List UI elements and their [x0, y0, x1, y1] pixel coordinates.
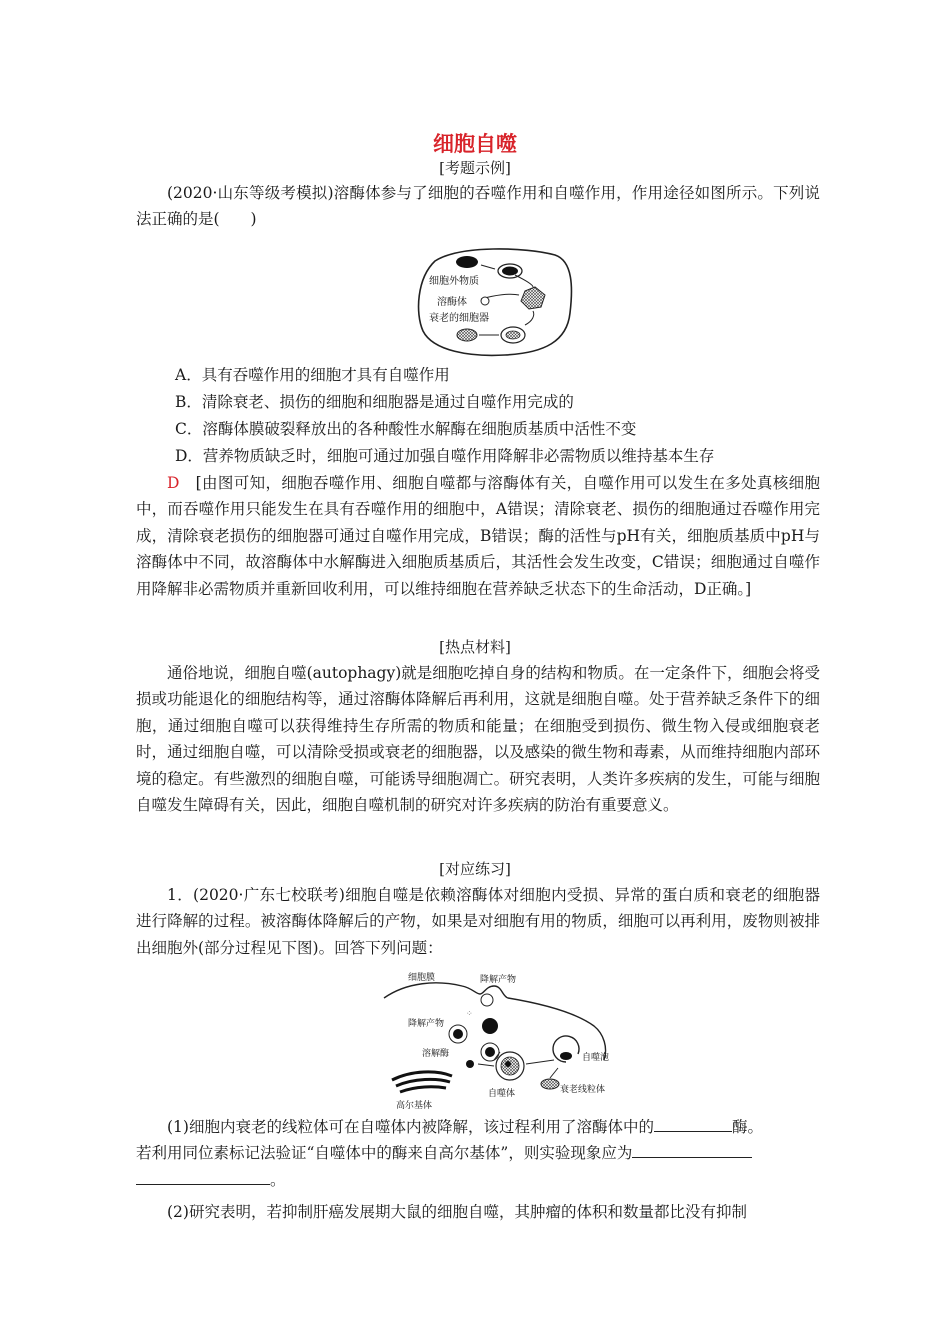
- autophagy-process-figure: [382, 968, 632, 1110]
- practice-subquestion-1: [136, 1114, 820, 1193]
- practice-subquestion-2: (2)研究表明，若抑制肝癌发展期大鼠的细胞自噬，其肿瘤的体积和数量都比没有抑制: [167, 1203, 747, 1221]
- option-c: C．溶酶体膜破裂释放出的各种酸性水解酶在细胞质基质中活性不变: [175, 420, 637, 438]
- figure-label-golgi: 高尔基体: [396, 1101, 433, 1110]
- figure-label-aging-organelle: 衰老的细胞器: [429, 313, 489, 324]
- answer-explanation: [136, 470, 820, 602]
- svg-text:⁘: ⁘: [466, 1009, 473, 1018]
- option-d: D．营养物质缺乏时，细胞可通过加强自噬作用降解非必需物质以维持基本生存: [175, 447, 715, 465]
- answer-blank-enzyme[interactable]: [654, 1115, 732, 1132]
- figure-label-lysosome: 溶酶体: [437, 297, 467, 308]
- section-example-heading: [考题示例]: [439, 159, 511, 177]
- sub1-text-b: 酶。: [731, 1118, 763, 1136]
- figure-label-autophagosome: 自噬泡: [582, 1053, 610, 1063]
- sub1-text-c: 若利用同位素标记法验证“自噬体中的酶来自高尔基体”，则实验现象应为: [136, 1144, 633, 1163]
- question-stem: (2020·山东等级考模拟)溶酶体参与了细胞的吞噬作用和自噬作用，作用途径如图所示。下列说法正确的是( ): [136, 184, 820, 229]
- figure-label-aging-mitochondrion: 衰老线粒体: [560, 1085, 606, 1095]
- explanation-text: [由图可知，细胞吞噬作用、细胞自噬都与溶酶体有关，自噬作用可以发生在多处真核细胞中，而吞噬作用只能发生在具有吞噬作用的细胞中，A错误；清除衰老、损伤的细胞通过吞噬作用完成，清除衰老损伤的细胞器可通过自噬作用完成，B错误；酶的活性与pH有关，细胞质基质中pH与溶酶体中不同，故溶酶体中水解酶进入细胞质基质后，其活性会发生改变，C错误；细胞通过自噬作用降解非必需物质并重新回收利用，可以维持细胞在营养缺乏状态下的生命活动，D正确。]: [136, 474, 820, 598]
- lysosome-pathway-figure: [415, 243, 575, 358]
- figure-label-product-left: 降解产物: [408, 1019, 445, 1029]
- sub1-text-d: 。: [270, 1170, 286, 1189]
- figure-label-enzyme: 溶解酶: [422, 1049, 450, 1059]
- answer-letter: D: [167, 474, 180, 492]
- answer-blank-phenomenon-1[interactable]: [632, 1141, 752, 1158]
- figure-label-membrane: 细胞膜: [408, 973, 436, 983]
- option-b: B．清除衰老、损伤的细胞和细胞器是通过自噬作用完成的: [175, 393, 574, 411]
- material-paragraph: 通俗地说，细胞自噬(autophagy)就是细胞吃掉自身的结构和物质。在一定条件下，细胞会将受损或功能退化的细胞结构等，通过溶酶体降解后再利用，这就是细胞自噬。处于营养缺乏条件下的细胞，通过细胞自噬可以获得维持生存所需的物质和能量；在细胞受到损伤、微生物入侵或细胞衰老时，通过细胞自噬，可以清除受损或衰老的细胞器，以及感染的微生物和毒素，从而维持细胞内部环境的稳定。有些激烈的细胞自噬，可能诱导细胞凋亡。研究表明，人类许多疾病的发生，可能与细胞自噬发生障碍有关，因此，细胞自噬机制的研究对许多疾病的防治有重要意义。: [136, 664, 820, 815]
- figure-label-autolysosome: 自噬体: [488, 1089, 516, 1099]
- section-practice-heading: [对应练习]: [439, 860, 511, 878]
- sub1-text-a: (1)细胞内衰老的线粒体可在自噬体内被降解，该过程利用了溶酶体中的: [167, 1118, 654, 1136]
- practice-question-1: 1．(2020·广东七校联考)细胞自噬是依赖溶酶体对细胞内受损、异常的蛋白质和衰老的细胞器进行降解的过程。被溶酶体降解后的产物，如果是对细胞有用的物质，细胞可以再利用，废物则被排出细胞外(部分过程见下图)。回答下列问题：: [136, 886, 820, 957]
- figure-label-extracellular: 细胞外物质: [429, 276, 479, 287]
- answer-blank-phenomenon-2[interactable]: [136, 1168, 270, 1185]
- section-material-heading: [热点材料]: [439, 638, 511, 656]
- figure-label-product-top: 降解产物: [480, 975, 517, 985]
- page-title: 细胞自噬: [433, 132, 517, 156]
- option-a: A．具有吞噬作用的细胞才具有自噬作用: [175, 366, 450, 384]
